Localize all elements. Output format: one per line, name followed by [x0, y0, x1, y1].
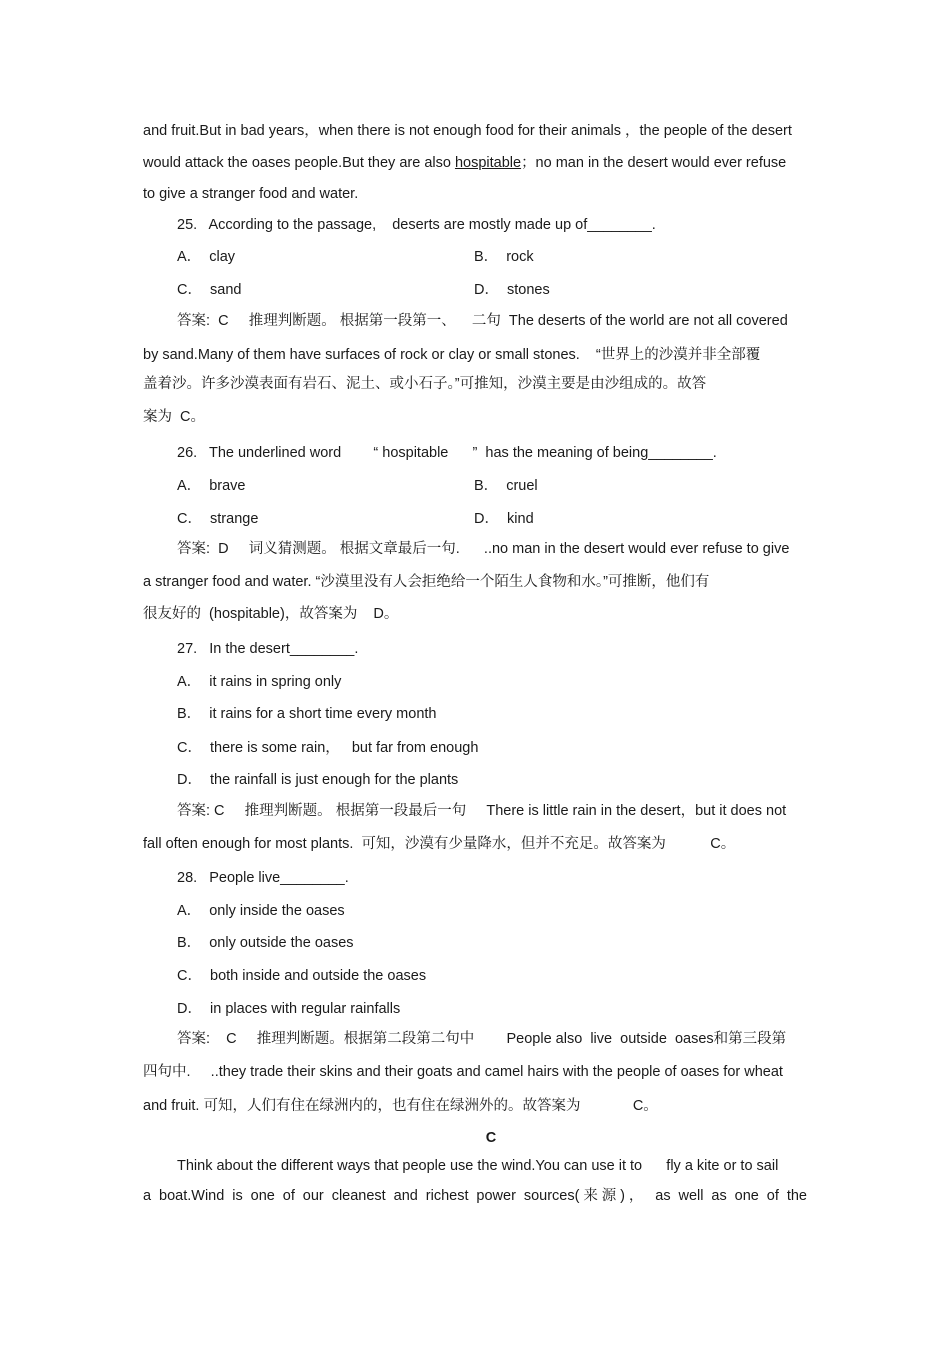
passage-line: would attack the oases people.But they are also hospitable；no man in the desert would ever refuse: [143, 155, 787, 171]
option-b: B． rock: [474, 249, 534, 265]
option-d: D． in places with regular rainfalls: [177, 1001, 401, 1017]
option-c: C． strange: [177, 511, 259, 527]
option-b: B． cruel: [474, 478, 538, 494]
section-heading: C: [485, 1130, 497, 1146]
answer-line: 答案: D 词义猜测题。 根据文章最后一句. ..no man in the desert would ever refuse to give: [177, 541, 790, 557]
answer-line: 盖着沙。许多沙漠表面有岩石、泥土、或小石子。”可推知，沙漠主要是由沙组成的。故答: [143, 376, 707, 392]
passage-line: and fruit.But in bad years，when there is not enough food for their animals ，the people of the desert: [143, 123, 792, 139]
answer-line: fall often enough for most plants. 可知，沙漠有少量降水，但并不充足。故答案为 C。: [143, 836, 736, 852]
option-b: B． only outside the oases: [177, 935, 354, 951]
underlined-word: hospitable: [454, 155, 522, 171]
option-b: B． it rains for a short time every month: [177, 706, 437, 722]
option-a: A． only inside the oases: [177, 903, 345, 919]
answer-line: a stranger food and water. “沙漠里没有人会拒绝给一个陌生人食物和水。”可推断，他们有: [143, 574, 710, 590]
answer-line: 很友好的 (hospitable)，故答案为 D。: [143, 606, 399, 622]
passage-line: Think about the different ways that people use the wind.You can use it to fly a kite or to sail: [177, 1158, 779, 1174]
answer-line: by sand.Many of them have surfaces of rock or clay or small stones. “世界上的沙漠并非全部覆: [143, 347, 761, 363]
option-d: D． the rainfall is just enough for the plants: [177, 772, 459, 788]
question-25-stem: 25. According to the passage, deserts are mostly made up of________.: [177, 217, 656, 233]
answer-line: 答案: C 推理判断题。根据第二段第二句中 People also live outside oases和第三段第: [177, 1031, 787, 1047]
question-28-stem: 28. People live________.: [177, 870, 349, 886]
option-a: A． it rains in spring only: [177, 674, 342, 690]
option-a: A． clay: [177, 249, 236, 265]
answer-line: and fruit. 可知，人们有住在绿洲内的，也有住在绿洲外的。故答案为 C。: [143, 1098, 658, 1114]
option-c: C． there is some rain， but far from enough: [177, 740, 479, 756]
option-c: C． sand: [177, 282, 242, 298]
answer-line: 四句中. ..they trade their skins and their goats and camel hairs with the people of oases for wheat: [143, 1064, 783, 1080]
passage-line: to give a stranger food and water.: [143, 186, 359, 202]
answer-line: 答案: C 推理判断题。 根据第一段最后一句 There is little rain in the desert，but it does not: [177, 803, 787, 819]
question-26-stem: 26. The underlined word “ hospitable ” has the meaning of being________.: [177, 445, 717, 461]
passage-line: a boat.Wind is one of our cleanest and richest power sources(来源)， as well as one of the: [143, 1188, 807, 1204]
question-27-stem: 27. In the desert________.: [177, 641, 359, 657]
answer-line: 答案: C 推理判断题。 根据第一段第一、 二句 The deserts of the world are not all covered: [177, 313, 788, 329]
option-d: D． stones: [474, 282, 550, 298]
option-a: A． brave: [177, 478, 246, 494]
option-d: D． kind: [474, 511, 534, 527]
option-c: C． both inside and outside the oases: [177, 968, 427, 984]
answer-line: 案为 C。: [143, 409, 206, 425]
